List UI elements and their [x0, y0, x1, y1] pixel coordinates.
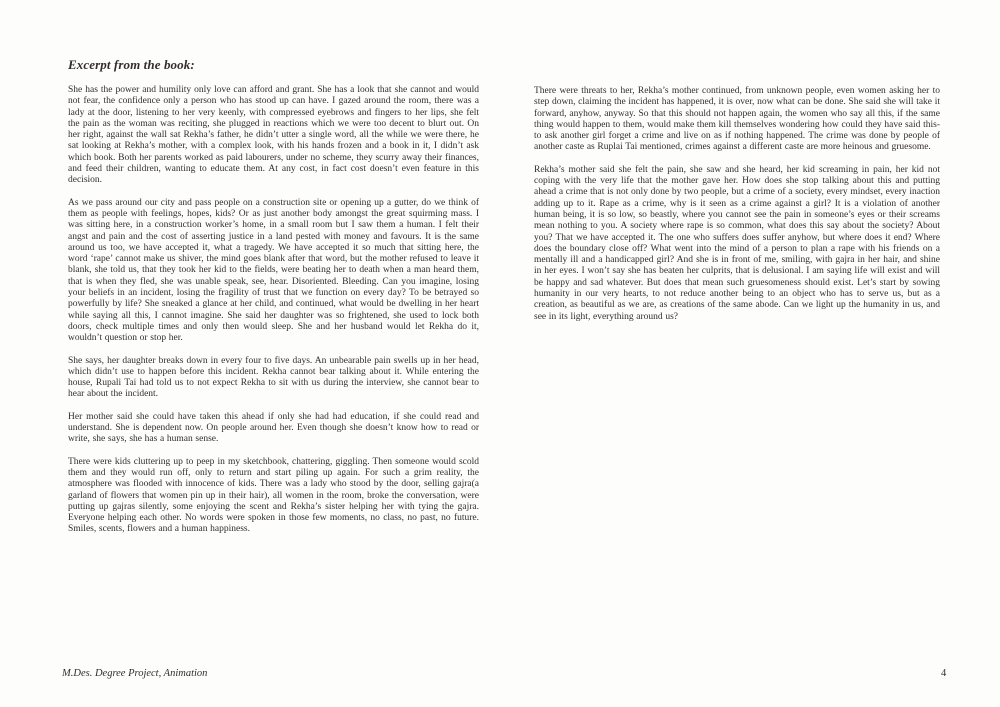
excerpt-paragraph-right-2: Rekha’s mother said she felt the pain, she saw and she heard, her kid screaming in pain, her kid not coping with the very life that the mother gave her. How does she stop talking about this and putting ahead a crime that is not only done by two people, but a crime of a society, every mindset, every inaction adding up to it. Rape as a crime, why is it seen as a crime against a girl? It is a violation of another human being, it is so low, so beastly, where you cannot see the pain in someone’s eyes or their screams mean nothing to you. A society where rape is so common, what does this say about the society? About you? That we have accepted it. The one who suffers does suffer anyhow, but where does it end? Where does the boundary close off? What went into the mind of a person to plan a rape with his friends on a mentally ill and a handicapped girl? And she is in front of me, smiling, with gajra in her hair, and shine in her eyes. I won’t say she has beaten her culprits, that is delusional. I am saying life will exist and will be happy and sad whatever. But does that mean such gruesomeness should exist. Let’s start by sowing humanity in our very hearts, to not reduce another being to an object who has to serve us, but as a creation, as beautiful as we are, as creations of the same abode. Can we light up the humanity in us, and see in its light, everything around us? — [534, 164, 940, 322]
excerpt-paragraph-left-4: Her mother said she could have taken this ahead if only she had had education, if she could read and understand. She is dependent now. On people around her. Even though she doesn’t know how to read or write, she says, she has a human sense. — [68, 411, 479, 445]
book-excerpt-heading: Excerpt from the book: — [68, 57, 195, 72]
left-text-column — [68, 57, 479, 547]
excerpt-paragraph-left-2: As we pass around our city and pass people on a construction site or opening up a gutter, do we think of them as people with feelings, hopes, kids? Or as just another body amongst the great squirming mass. I was sitting here, in a construction worker’s home, in a small room but I saw them a human. I felt their angst and pain and the cost of asserting justice in a land pested with money and favours. It is the same around us too, we have accepted it, what a tragedy. We have accepted it so much that sitting here, the word ‘rape’ cannot make us shiver, the mind goes blank after that word, but the mother refused to leave it blank, she told us, that they took her kid to the fields, were beating her to death when a man heard them, that is when they fled, she was unable speak, see, hear. Disoriented. Bleeding. Can you imagine, losing your beliefs in an incident, losing the fragility of trust that we function on every day? To be betrayed so powerfully by life? She sneaked a glance at her child, and continued, what would be dwelling in her heart while saying all this, I cannot imagine. She said her daughter was so frightened, she used to lock both doors, check multiple times and only then would sleep. She and her husband would let Rekha do it, wouldn’t question or stop her. — [68, 197, 479, 344]
excerpt-paragraph-right-1: There were threats to her, Rekha’s mother continued, from unknown people, even women asking her to step down, claiming the incident has happened, it is over, now what can be done. She said she will take it forward, anyhow, anyway. So that this should not happen again, the women who say all this, if the same thing would happen to them, would make them kill themselves wondering how could they have said this- to ask another girl forget a crime and live on as if nothing happened. The crime was done by people of another caste as Ruplai Tai mentioned, crimes against a different caste are more heinous and gruesome. — [534, 86, 940, 153]
page-number: 4 — [941, 668, 947, 679]
excerpt-paragraph-left-3: She says, her daughter breaks down in every four to five days. An unbearable pain swells up in her head, which didn’t use to happen before this incident. Rekha cannot bear talking about it. While entering the house, Rupali Tai had told us to not expect Rekha to sit with us during the interview, she cannot bear to hear about the incident. — [68, 355, 479, 400]
page-content — [68, 57, 940, 547]
excerpt-paragraph-left-5: There were kids cluttering up to peep in my sketchbook, chattering, giggling. Then someone would scold them and they would run off, only to return and start piling up again. For such a grim reality, the atmosphere was flooded with innocence of kids. There was a lady who stood by the door, selling gajra(a garland of flowers that women pin up in their hair), all women in the room, broke the conversation, were putting up gajras silently, some enjoying the scent and Rekha’s sister helping her with tying the gajra. Everyone helping each other. No words were spoken in those few moments, no class, no past, no future. Smiles, scents, flowers and a human happiness. — [68, 456, 479, 535]
footer-project-label: M.Des. Degree Project, Animation — [62, 668, 208, 679]
right-text-column — [534, 57, 940, 547]
excerpt-paragraph-left-1: She has the power and humility only love can afford and grant. She has a look that she cannot and would not fear, the confidence only a person who has stood up can have. I gazed around the room, there was a lady at the door, listening to her very keenly, with compressed eyebrows and fingers to her lips, she felt the pain as the woman was reciting, she plugged in reactions which we were too decent to blurt out. On her right, against the wall sat Rekha’s father, he didn’t utter a single word, all the while we were there, he sat looking at Rekha’s mother, with a complex look, with his hands frozen and a book in it, I didn’t ask which book. Both her parents worked as paid labourers, under no scheme, they scurry away their finances, and feed their children, wanting to educate them. At any cost, in fact cost doesn’t even feature in this decision. — [68, 85, 479, 186]
